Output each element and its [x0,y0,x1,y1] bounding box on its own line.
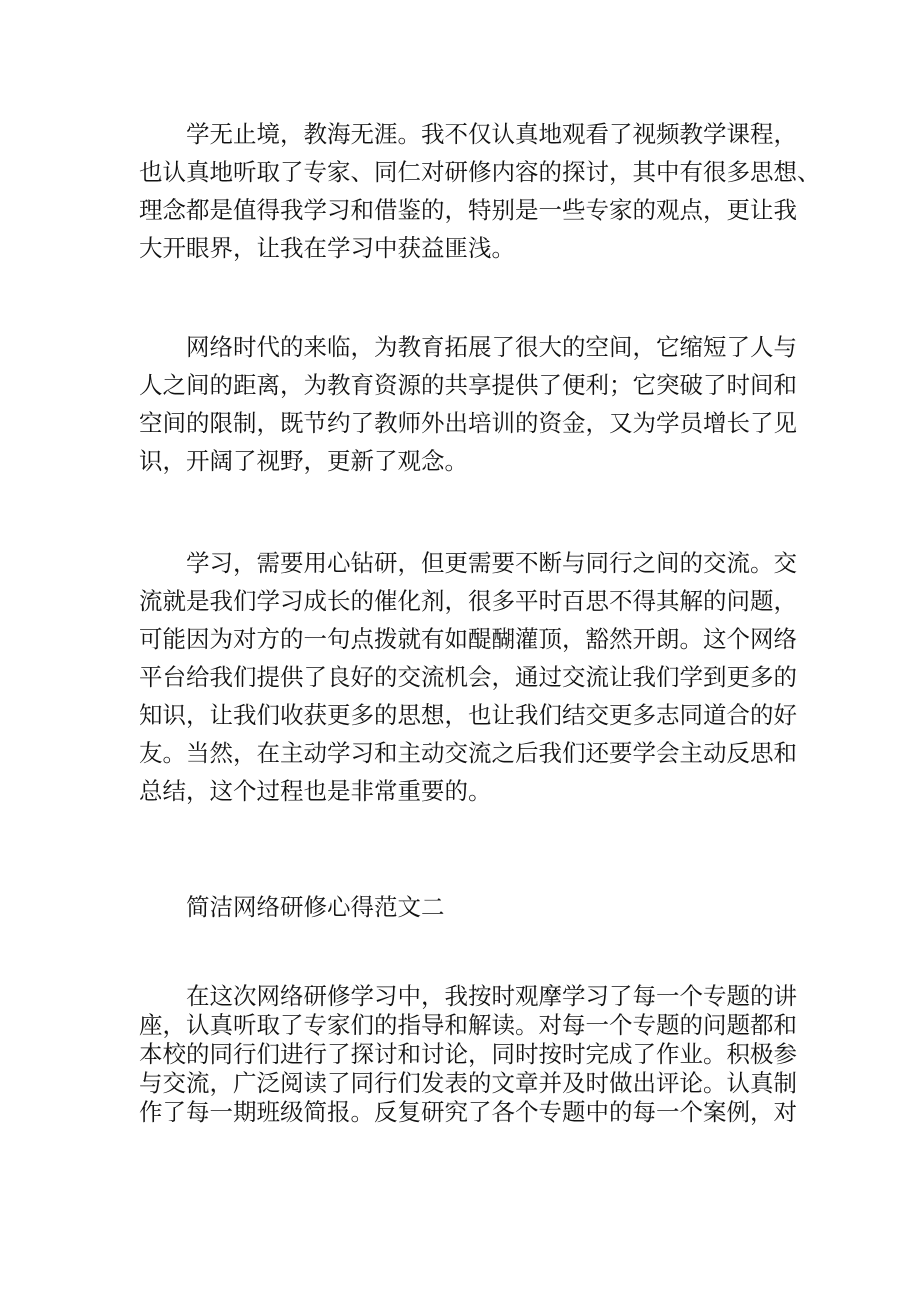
text-line: 网络时代的来临，为教育拓展了很大的空间，它缩短了人与 [186,333,797,361]
paragraph-2 [139,328,797,480]
text-line: 本校的同行们进行了探讨和讨论，同时按时完成了作业。积极参 [139,1040,797,1068]
paragraph-1 [139,115,821,267]
text-line: 空间的限制，既节约了教师外出培训的资金，又为学员增长了见 [139,409,797,437]
text-line: 总结，这个过程也是非常重要的。 [139,777,492,805]
text-line: 座，认真听取了专家们的指导和解读。对每一个专题的问题都和 [139,1011,797,1039]
text-line: 流就是我们学习成长的催化剂，很多平时百思不得其解的问题， [139,587,797,615]
text-line: 可能因为对方的一句点拨就有如醍醐灌顶，豁然开朗。这个网络 [139,625,797,653]
text-line: 大开眼界，让我在学习中获益匪浅。 [139,234,515,262]
text-line: 学习，需要用心钻研，但更需要不断与同行之间的交流。交 [186,549,797,577]
text-line: 平台给我们提供了良好的交流机会，通过交流让我们学到更多的 [139,663,797,691]
text-line: 理念都是值得我学习和借鉴的，特别是一些专家的观点，更让我 [139,196,797,224]
text-line: 人之间的距离，为教育资源的共享提供了便利；它突破了时间和 [139,371,797,399]
paragraph-3 [139,544,797,810]
text-line: 知识，让我们收获更多的思想，也让我们结交更多志同道合的好 [139,701,797,729]
text-line: 作了每一期班级简报。反复研究了各个专题中的每一个案例，对 [139,1098,797,1126]
paragraph-5 [139,982,797,1127]
text-line: 学无止境，教海无涯。我不仅认真地观看了视频教学课程， [186,120,797,148]
text-line: 识，开阔了视野，更新了观念。 [139,447,468,475]
text-line: 也认真地听取了专家、同仁对研修内容的探讨，其中有很多思想、 [139,158,821,186]
text-line: 友。当然，在主动学习和主动交流之后我们还要学会主动反思和 [139,739,797,767]
section-heading [139,888,789,926]
heading-text: 简洁网络研修心得范文二 [186,893,445,921]
text-line: 在这次网络研修学习中，我按时观摩学习了每一个专题的讲 [186,982,797,1010]
text-line: 与交流，广泛阅读了同行们发表的文章并及时做出评论。认真制 [139,1069,797,1097]
